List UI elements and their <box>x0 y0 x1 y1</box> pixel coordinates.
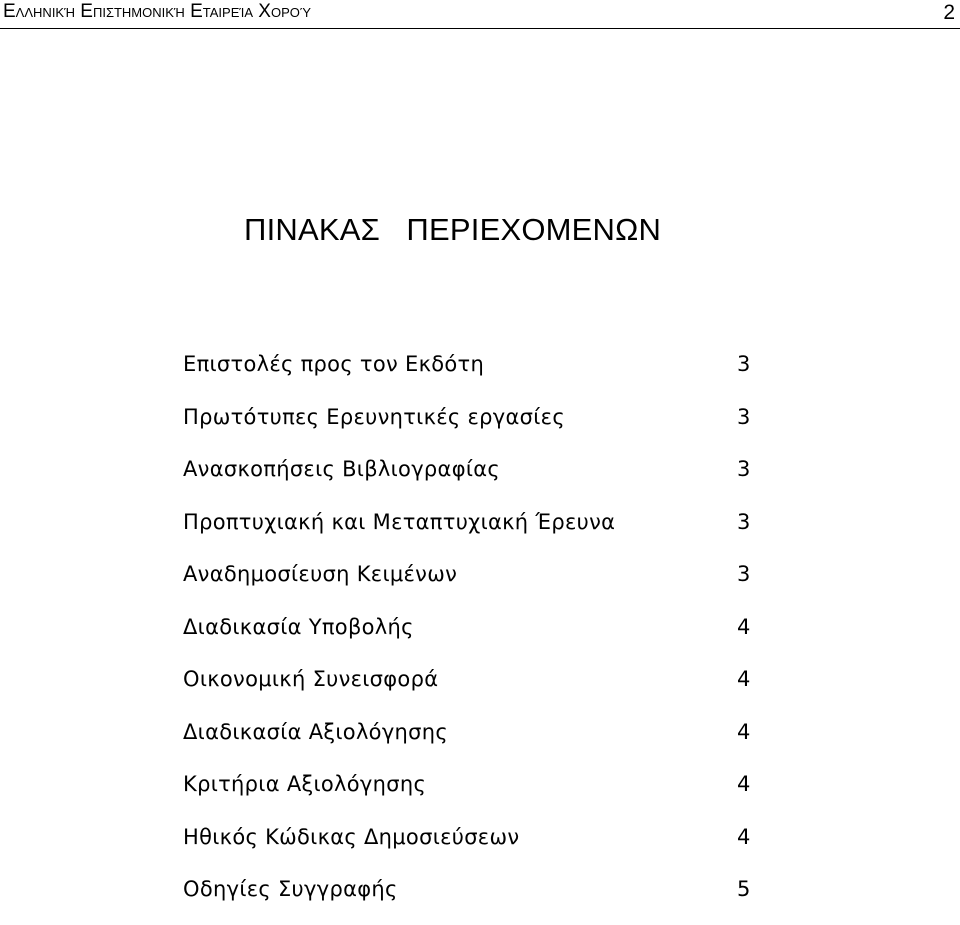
toc-item-page: 3 <box>737 404 751 429</box>
toc-item-label: Κριτήρια Αξιολόγησης <box>183 772 427 796</box>
toc-item-page: 4 <box>737 719 751 744</box>
toc-item-label: Ανασκοπήσεις Βιβλιογραφίας <box>183 457 501 481</box>
toc-item <box>183 662 763 715</box>
toc-item <box>183 610 763 663</box>
toc-item <box>183 400 763 453</box>
toc-item-label: Διαδικασία Αξιολόγησης <box>183 719 449 744</box>
header-title: Ελληνική Επιστημονική Εταιρεία Χορού <box>3 1 311 22</box>
header-rule <box>0 28 960 29</box>
header-page-number: 2 <box>943 1 955 24</box>
toc-item <box>183 872 763 925</box>
toc-item <box>183 715 763 768</box>
toc-item-label: Οδηγίες Συγγραφής <box>183 877 398 901</box>
toc-item <box>183 505 763 558</box>
toc-item-page: 3 <box>737 509 751 534</box>
toc-item-label: Διαδικασία Υποβολής <box>183 614 414 639</box>
toc-item <box>183 820 763 873</box>
toc-item-page: 3 <box>737 457 751 481</box>
toc-item <box>183 452 763 505</box>
toc-item-page: 3 <box>737 352 751 376</box>
toc-item-label: Οικονομική Συνεισφορά <box>183 667 439 691</box>
toc-item-page: 4 <box>737 667 751 691</box>
running-header <box>0 0 960 30</box>
toc-item-page: 4 <box>737 614 751 639</box>
toc-item-page: 4 <box>737 772 751 796</box>
toc-item <box>183 347 763 400</box>
toc-item-page: 3 <box>737 562 751 586</box>
toc-item <box>183 557 763 610</box>
toc-item-page: 4 <box>737 824 751 849</box>
toc-title: ΠΙΝΑΚΑΣ ΠΕΡΙΕΧΟΜΕΝΩΝ <box>244 212 662 247</box>
toc-list <box>183 347 763 925</box>
toc-item-label: Αναδημοσίευση Κειμένων <box>183 562 458 586</box>
toc-item-page: 5 <box>737 877 751 901</box>
toc-item <box>183 767 763 820</box>
toc-item-label: Προπτυχιακή και Μεταπτυχιακή Έρευνα <box>183 509 616 534</box>
toc-item-label: Ηθικός Κώδικας Δημοσιεύσεων <box>183 824 520 849</box>
toc-item-label: Επιστολές προς τον Εκδότη <box>183 352 485 376</box>
toc-item-label: Πρωτότυπες Ερευνητικές εργασίες <box>183 404 565 429</box>
